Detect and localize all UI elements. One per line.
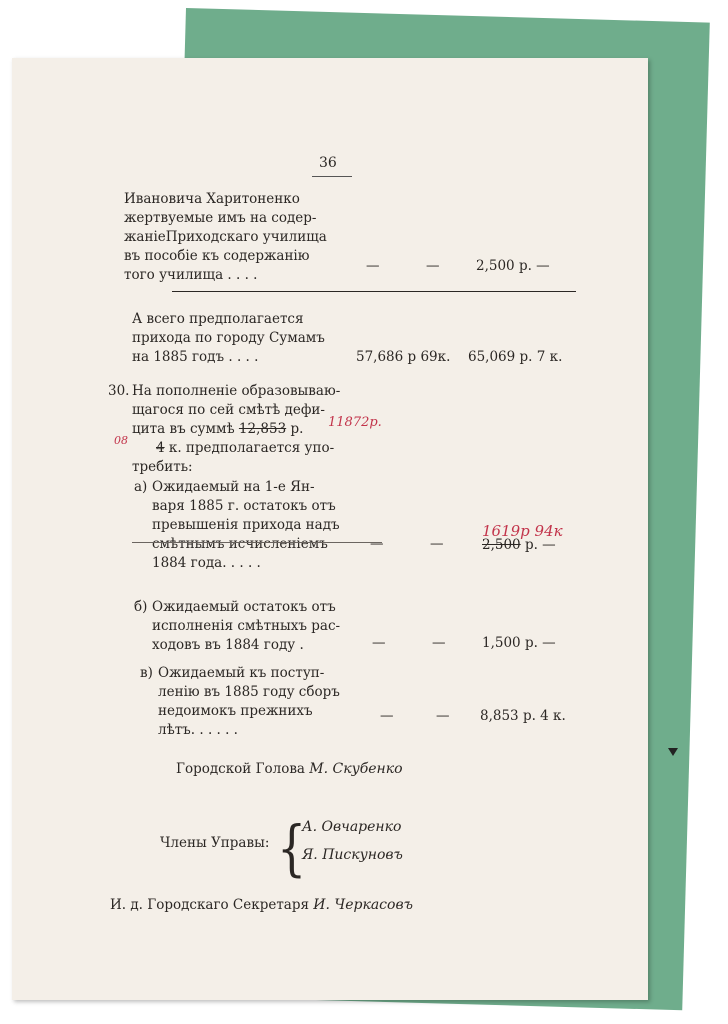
sub-a-line: варя 1885 г. остатокъ отъ [152, 498, 336, 514]
total-line: на 1885 годъ . . . . [132, 349, 259, 365]
total-line: прихода по городу Сумамъ [132, 330, 325, 346]
item30-text [132, 382, 340, 477]
total-amount-2: 65,069 р. 7 к. [468, 349, 563, 365]
sub-v-line: ленію въ 1885 году сборъ [158, 684, 340, 700]
entry-top-line: того училища . . . . [124, 267, 258, 283]
page-number: 36 [319, 155, 337, 171]
item30-kop-tail: к. предполагается упо- [168, 440, 335, 456]
item30-struck-amount: 12,853 [238, 421, 287, 437]
sub-v-dash-2: — [436, 708, 450, 724]
item30-line: щагося по сей смѣтѣ дефи- [132, 402, 325, 418]
item30-line: цита въ суммѣ [132, 421, 235, 437]
sub-b-amount: 1,500 р. — [482, 635, 556, 651]
secretary-name: И. Черкасовъ [313, 897, 413, 913]
sub-b-label: б) [134, 599, 148, 615]
sub-a-line: смѣтнымъ исчисленіемъ [152, 536, 328, 552]
item30-number: 30. [108, 383, 130, 399]
sub-v-label: в) [140, 665, 153, 681]
secretary-signature-line [110, 896, 413, 915]
arrow-mark [668, 748, 678, 756]
entry-top-dash-1: — [366, 258, 380, 274]
total-line: А всего предполагается [132, 311, 304, 327]
sub-v-line: недоимокъ прежнихъ [158, 703, 313, 719]
item30-line: На пополненіе образовываю- [132, 383, 341, 399]
sub-a-line: Ожидаемый на 1-е Ян- [152, 479, 315, 495]
member-1-name: А. Овчаренко [302, 819, 402, 835]
sub-a-dash-2: — [430, 536, 444, 552]
sub-b-dash-2: — [432, 635, 446, 651]
sub-v-line: лѣтъ. . . . . . [158, 722, 238, 738]
total-amount-1: 57,686 р 69к. [356, 349, 451, 365]
sub-b-text [152, 598, 340, 655]
entry-top-line: Ивановича Харитоненко [124, 191, 300, 207]
item30-struck-kop: 4 [156, 440, 165, 456]
document-page [12, 58, 648, 1000]
page-number-underline [312, 176, 352, 177]
secretary-title: И. д. Городскаго Секретаря [110, 897, 309, 913]
entry-top-text [124, 190, 327, 285]
members-brace: { [277, 812, 307, 883]
handwritten-amount-sub-a: 1619р 94к [482, 522, 563, 540]
sub-b-line: Ожидаемый остатокъ отъ [152, 599, 336, 615]
sub-v-text [158, 664, 340, 740]
sub-v-amount: 8,853 р. 4 к. [480, 708, 566, 724]
item30-ruble: р. [290, 421, 304, 437]
faint-rule [132, 542, 382, 543]
total-text [132, 310, 325, 367]
sub-a-amount-tail: р. — [524, 537, 556, 553]
sub-b-dash-1: — [372, 635, 386, 651]
member-2-name: Я. Пискуновъ [302, 847, 403, 863]
sub-b-line: исполненія смѣтныхъ рас- [152, 618, 341, 634]
mayor-signature-line [176, 760, 403, 779]
entry-top-line: жертвуемые имъ на содер- [124, 210, 317, 226]
sub-a-dash-1: — [370, 536, 384, 552]
item30-line: требить: [132, 459, 193, 475]
separator-rule [172, 291, 576, 292]
sub-a-label: а) [134, 479, 148, 495]
item30-line [132, 420, 340, 439]
members-title: Члены Управы: [160, 835, 270, 851]
mayor-name: М. Скубенко [309, 761, 403, 777]
sub-a-amount [482, 536, 556, 555]
handwritten-margin-note: 08 [114, 434, 128, 447]
mayor-title: Городской Голова [176, 761, 305, 777]
sub-a-line: 1884 года. . . . . [152, 555, 261, 571]
sub-v-line: Ожидаемый къ поступ- [158, 665, 325, 681]
sub-v-dash-1: — [380, 708, 394, 724]
sub-a-line: превышенія прихода надъ [152, 517, 340, 533]
entry-top-line: жаніеПриходскаго училища [124, 229, 327, 245]
handwritten-correction-item30: 11872р. [328, 415, 382, 430]
entry-top-amount: 2,500 р. — [476, 258, 550, 274]
sub-b-line: ходовъ въ 1884 году . [152, 637, 304, 653]
entry-top-dash-2: — [426, 258, 440, 274]
sub-a-struck-amount: 2,500 [482, 537, 521, 553]
entry-top-line: въ пособіе къ содержанію [124, 248, 310, 264]
sub-a-text [152, 478, 340, 573]
